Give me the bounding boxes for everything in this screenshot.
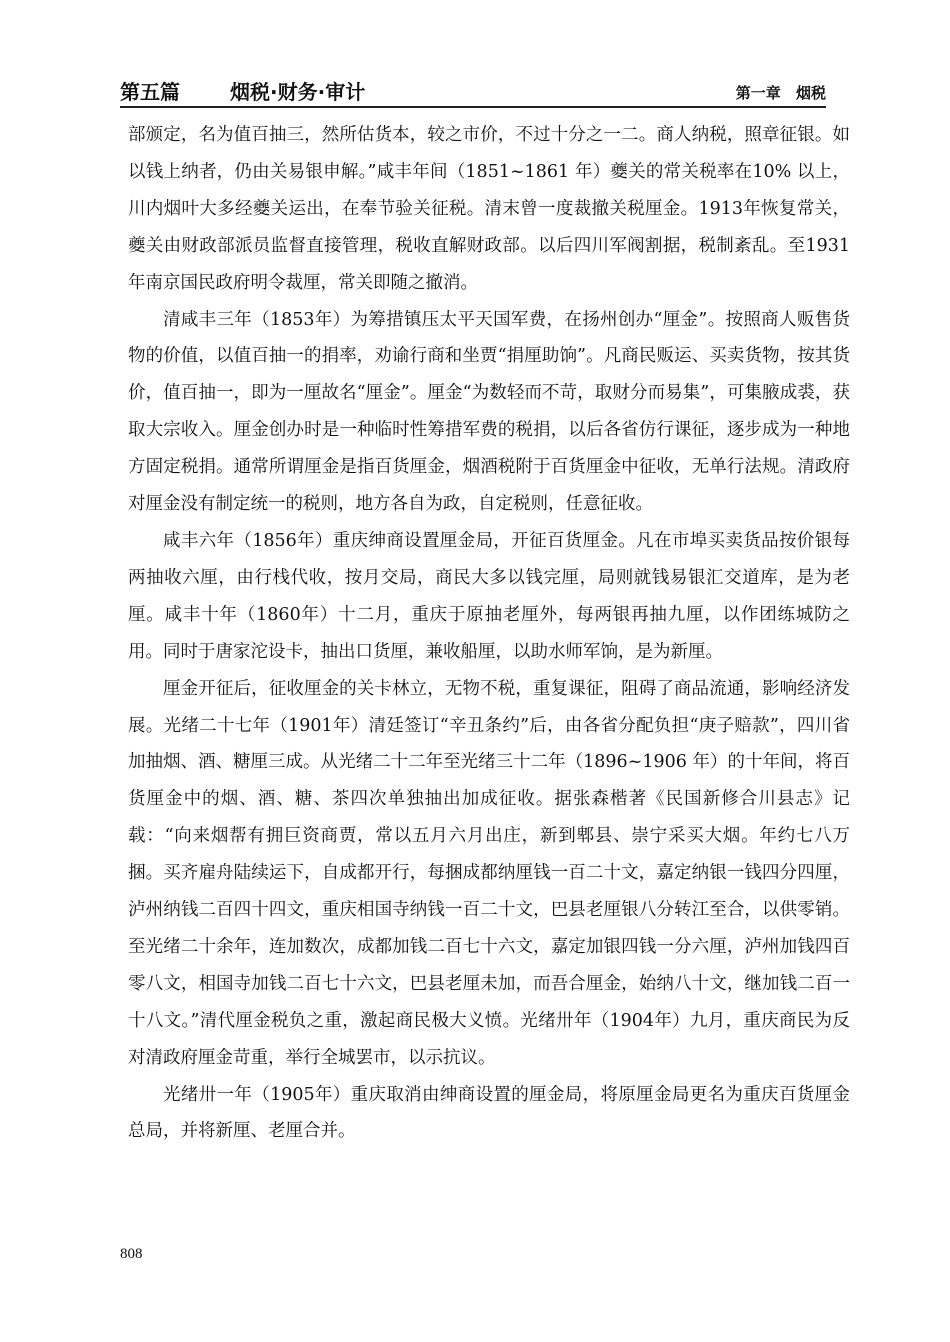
paragraph: 厘金开征后，征收厘金的关卡林立，无物不税，重复课征，阻碍了商品流通，影响经济发展。光绪二十七年（1901年）清廷签订“辛丑条约”后，由各省分配负担“庚子赔款”，四川省加抽烟、酒、糖厘三成。从光绪二十二年至光绪三十二年（1896~1906 年）的十年间，将百货厘金中的烟、酒、糖、茶四次单独抽出加成征收。据张森楷著《民国新修合川县志》记载：“向来烟帮有拥巨资商贾，常以五月六月出庄，新到郫县、崇宁采买大烟。年约七八万捆。买齐雇舟陆续运下，自成都开行，每捆成都纳厘钱一百二十文，嘉定纳银一钱四分四厘，泸州纳钱二百四十四文，重庆相国寺纳钱一百二十文，巴县老厘银八分转江至合，以供零销。至光绪二十余年，连加数次，成都加钱二百七十六文，嘉定加银四钱一分六厘，泸州加钱四百零八文，相国寺加钱二百七十六文，巴县老厘未加，而吾合厘金，始纳八十文，继加钱二百一十八文。”清代厘金税负之重，激起商民极大义愤。光绪卅年（1904年）九月，重庆商民为反对清政府厘金苛重，举行全城罢市，以示抗议。 <box>128 678 850 1068</box>
header-section-title: 烟税·财务·审计 <box>230 80 366 104</box>
paragraph: 光绪卅一年（1905年）重庆取消由绅商设置的厘金局，将原厘金局更名为重庆百货厘金总局，并将新厘、老厘合并。 <box>128 1084 850 1142</box>
paragraph: 咸丰六年（1856年）重庆绅商设置厘金局，开征百货厘金。凡在市埠买卖货品按价银每两抽收六厘，由行栈代收，按月交局，商民大多以钱完厘，局则就钱易银汇交道库，是为老厘。咸丰十年（1860年）十二月，重庆于原抽老厘外，每两银再抽九厘，以作团练城防之用。同时于唐家沱设卡，抽出口货厘，兼收船厘，以助水师军饷，是为新厘。 <box>128 530 850 662</box>
header-divider <box>120 106 826 108</box>
page-number: 808 <box>120 1246 143 1262</box>
header-part-label: 第五篇 <box>120 80 180 104</box>
running-header <box>120 80 826 104</box>
header-chapter-label: 第一章 烟税 <box>735 84 826 102</box>
paragraph: 清咸丰三年（1853年）为筹措镇压太平天国军费，在扬州创办“厘金”。按照商人贩售货物的价值，以值百抽一的捐率，劝谕行商和坐贾“捐厘助饷”。凡商民贩运、买卖货物，按其货价，值百抽一，即为一厘故名“厘金”。厘金“为数轻而不苛，取财分而易集”，可集腋成裘，获取大宗收入。厘金创办时是一种临时性筹措军费的税捐，以后各省仿行课征，逐步成为一种地方固定税捐。通常所谓厘金是指百货厘金，烟酒税附于百货厘金中征收，无单行法规。清政府对厘金没有制定统一的税则，地方各自为政，自定税则，任意征收。 <box>128 309 850 515</box>
paragraph-continued: 部颁定，名为值百抽三，然所估货本，较之市价，不过十分之一二。商人纳税，照章征银。如以钱上纳者，仍由关易银申解。”咸丰年间（1851~1861 年）夔关的常关税率在10% 以上，川内烟叶大多经夔关运出，在奉节验关征税。清末曾一度裁撤关税厘金。1913年恢复常关，夔关由财政部派员监督直接管理，税收直解财政部。以后四川军阀割据，税制紊乱。至1931年南京国民政府明令裁厘，常关即随之撤消。 <box>128 125 850 293</box>
body-text <box>128 117 850 1150</box>
